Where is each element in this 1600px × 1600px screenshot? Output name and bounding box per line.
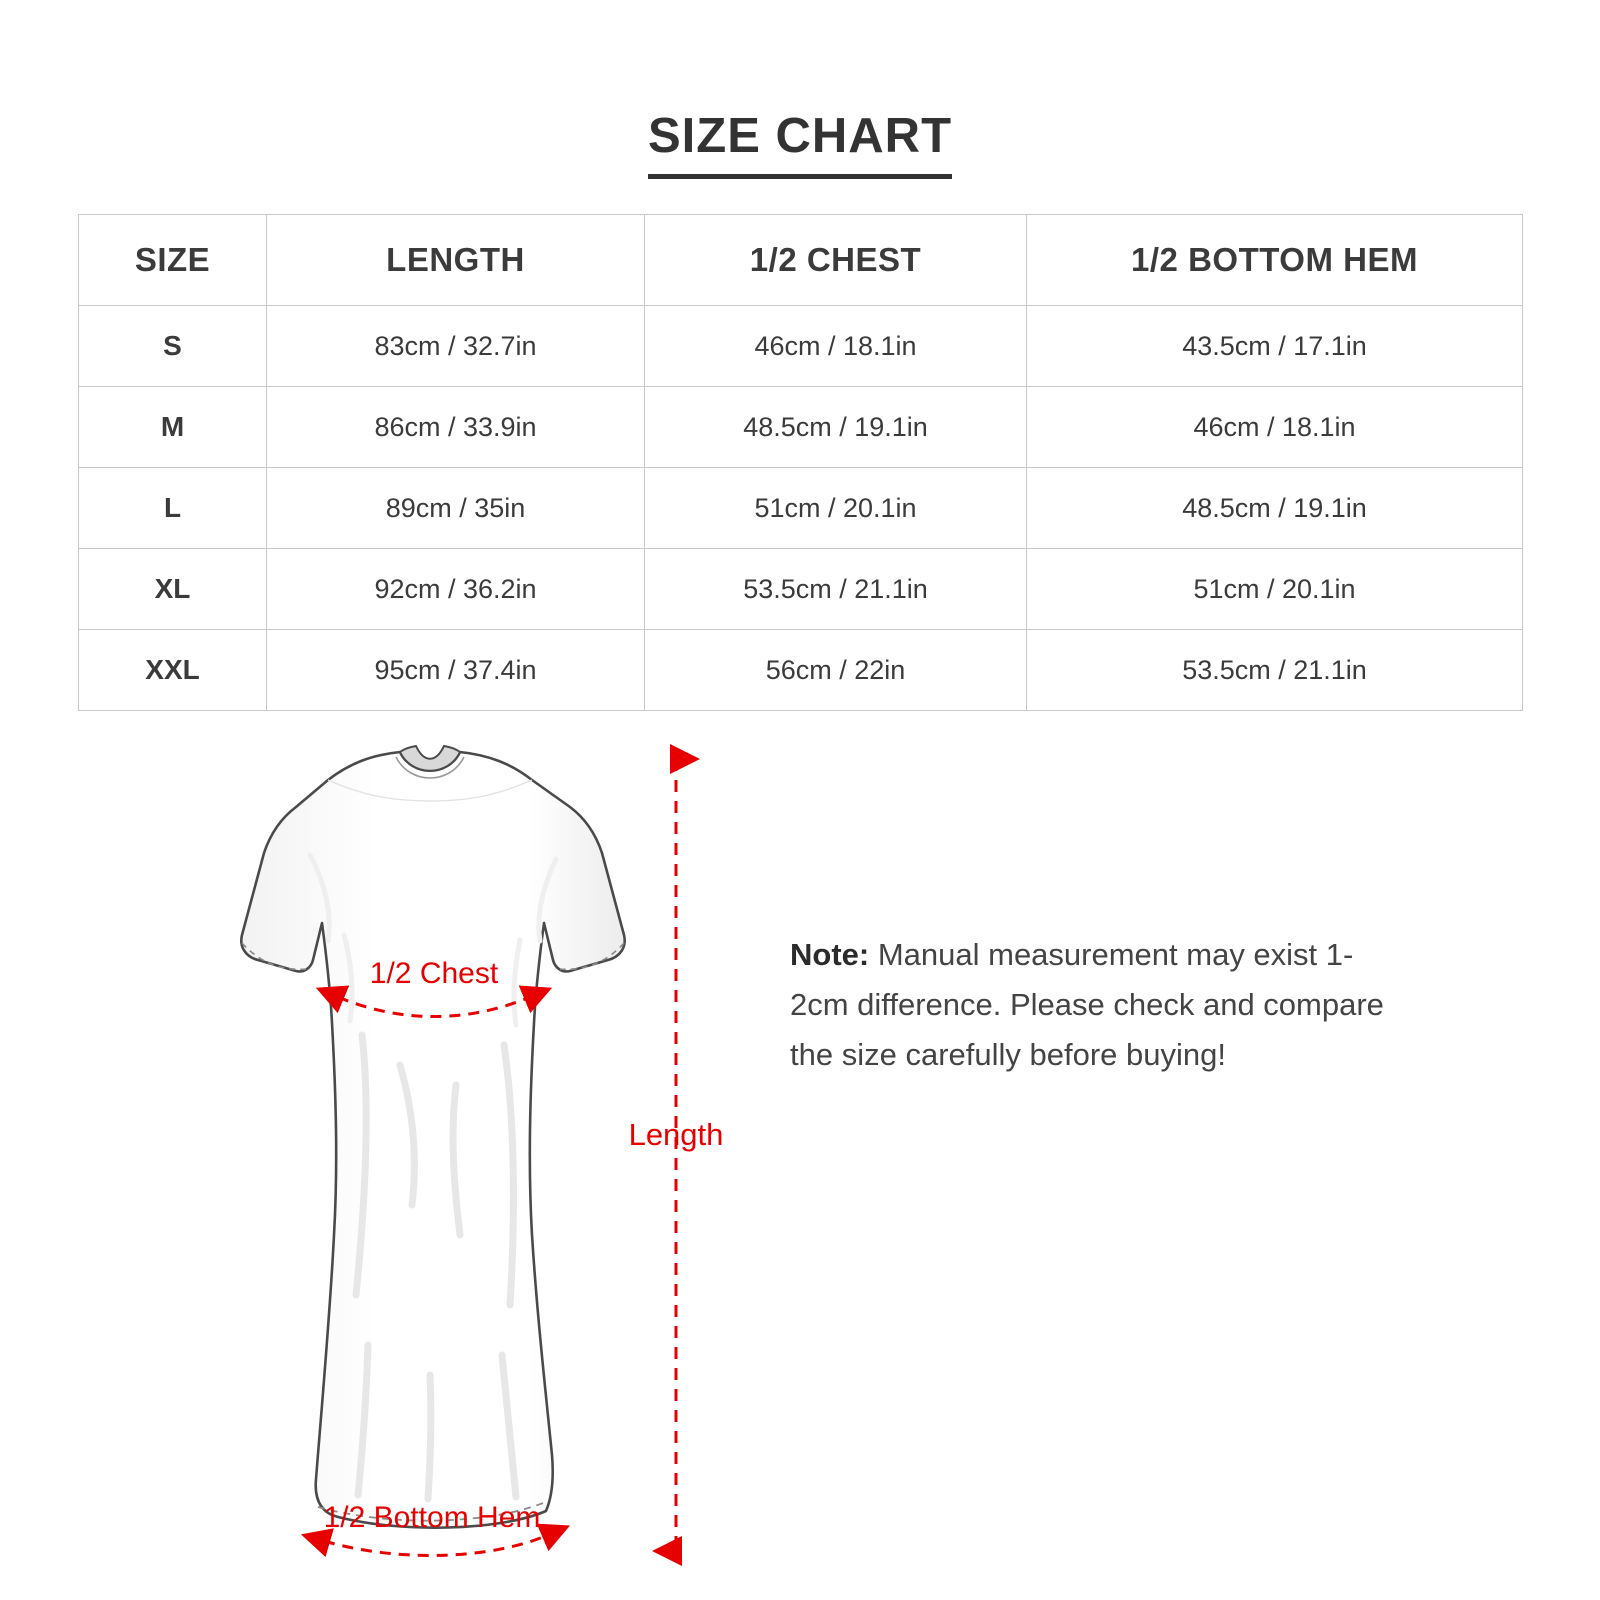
cell-length: 95cm / 37.4in <box>267 630 645 711</box>
column-header-hem: 1/2 BOTTOM HEM <box>1027 215 1523 306</box>
cell-size: M <box>79 387 267 468</box>
cell-chest: 53.5cm / 21.1in <box>645 549 1027 630</box>
note-label: Note: <box>790 937 870 972</box>
page-title: SIZE CHART <box>648 108 952 179</box>
table-header-row <box>79 215 1523 306</box>
cell-hem: 51cm / 20.1in <box>1027 549 1523 630</box>
dress-body-shape <box>241 746 624 1528</box>
length-measure-annotation <box>629 759 724 1551</box>
table-row <box>79 468 1523 549</box>
cell-hem: 46cm / 18.1in <box>1027 387 1523 468</box>
hem-measure-annotation <box>324 1501 548 1555</box>
cell-chest: 46cm / 18.1in <box>645 306 1027 387</box>
note-text: Manual measurement may exist 1-2cm difference. Please check and compare the size carefully before buying! <box>790 937 1384 1073</box>
cell-length: 92cm / 36.2in <box>267 549 645 630</box>
column-header-length: LENGTH <box>267 215 645 306</box>
cell-size: XL <box>79 549 267 630</box>
chest-label: 1/2 Chest <box>369 957 499 990</box>
cell-size: S <box>79 306 267 387</box>
length-label: Length <box>628 1117 724 1152</box>
table-row <box>79 549 1523 630</box>
cell-size: XXL <box>79 630 267 711</box>
cell-chest: 51cm / 20.1in <box>645 468 1027 549</box>
measurement-note <box>790 930 1410 1081</box>
size-chart-table <box>78 214 1523 711</box>
cell-length: 83cm / 32.7in <box>267 306 645 387</box>
garment-diagram <box>100 735 760 1575</box>
table-row <box>79 387 1523 468</box>
dress-illustration-svg <box>100 735 760 1575</box>
column-header-size: SIZE <box>79 215 267 306</box>
cell-length: 89cm / 35in <box>267 468 645 549</box>
page-title-container <box>0 108 1600 179</box>
cell-chest: 48.5cm / 19.1in <box>645 387 1027 468</box>
table-row <box>79 630 1523 711</box>
cell-size: L <box>79 468 267 549</box>
table-row <box>79 306 1523 387</box>
cell-chest: 56cm / 22in <box>645 630 1027 711</box>
cell-hem: 53.5cm / 21.1in <box>1027 630 1523 711</box>
hem-label: 1/2 Bottom Hem <box>323 1501 541 1534</box>
cell-length: 86cm / 33.9in <box>267 387 645 468</box>
cell-hem: 43.5cm / 17.1in <box>1027 306 1523 387</box>
column-header-chest: 1/2 CHEST <box>645 215 1027 306</box>
cell-hem: 48.5cm / 19.1in <box>1027 468 1523 549</box>
